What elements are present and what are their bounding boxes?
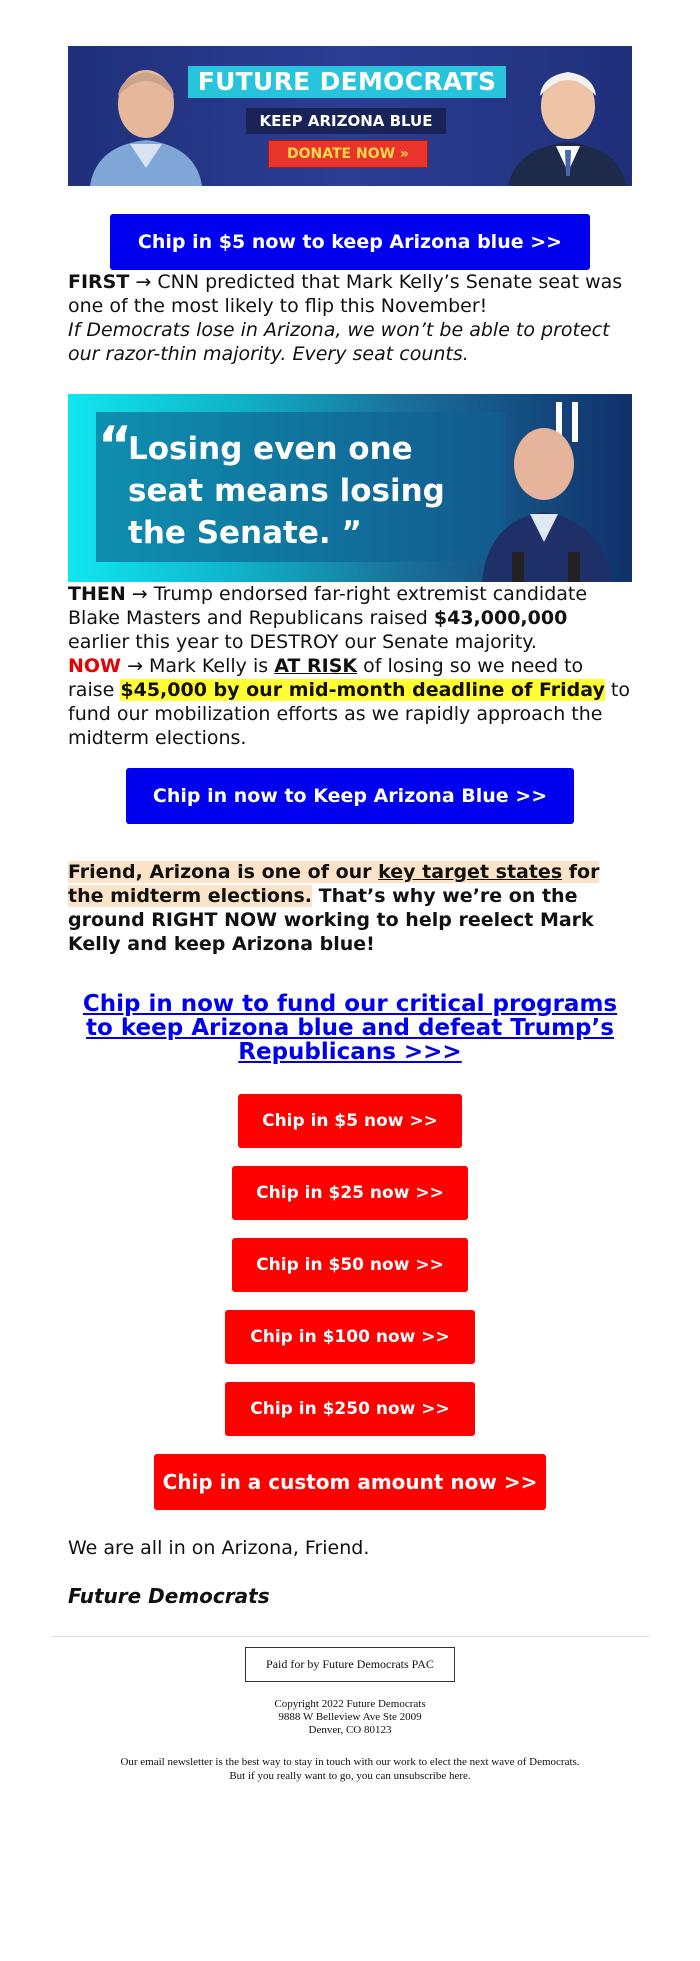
keep-arizona-blue-button[interactable]: Chip in now to Keep Arizona Blue >> — [126, 768, 574, 824]
arrow-icon: → — [131, 583, 148, 605]
banner-subtitle: KEEP ARIZONA BLUE — [246, 108, 446, 134]
then-paragraph — [68, 582, 632, 654]
banner-donate-button[interactable]: DONATE NOW » — [268, 140, 428, 168]
header-banner[interactable] — [68, 46, 632, 186]
first-paragraph — [68, 270, 632, 318]
now-lead: NOW — [68, 655, 122, 677]
now-text-b: of losing so we need to raise — [68, 655, 584, 701]
newsletter-text: Our email newsletter is the best way to stay in touch with our work to elect the next wave of Democrats. — [120, 1756, 580, 1768]
banner-title: FUTURE DEMOCRATS — [188, 66, 506, 98]
chip-in-100-button[interactable]: Chip in $100 now >> — [225, 1310, 475, 1364]
arrow-icon: → — [135, 271, 152, 293]
then-lead: THEN — [68, 583, 126, 605]
chip-in-50-button[interactable]: Chip in $50 now >> — [232, 1238, 468, 1292]
close-quote-mark: ” — [341, 515, 362, 551]
chip-in-custom-button[interactable]: Chip in a custom amount now >> — [154, 1454, 546, 1510]
unsubscribe-link[interactable]: But if you really want to go, you can unsubscribe here. — [229, 1770, 471, 1782]
address-line-1: 9888 W Belleview Ave Ste 2009 — [278, 1711, 422, 1723]
now-text-c: to fund our mobilization efforts as we rapidly approach the midterm elections. — [68, 679, 630, 749]
open-quote-mark: “ — [98, 416, 133, 476]
at-risk-text: AT RISK — [274, 655, 358, 677]
key-target-states-link[interactable]: key target states — [378, 861, 563, 883]
friend-text-b: for the midterm elections. — [68, 861, 600, 907]
friend-paragraph — [68, 860, 632, 956]
friend-text-a: Friend, Arizona is one of our — [68, 861, 379, 883]
chip-in-25-button[interactable]: Chip in $25 now >> — [232, 1166, 468, 1220]
candidate-photo-right — [506, 56, 626, 186]
now-paragraph — [68, 654, 632, 750]
email-body — [68, 0, 632, 1783]
now-text-a: Mark Kelly is — [142, 655, 275, 677]
quote-image — [68, 394, 632, 582]
paid-for-box: Paid for by Future Democrats PAC — [245, 1647, 455, 1682]
then-text-a: Trump endorsed far-right extremist candidate Blake Masters and Republicans raised — [68, 583, 588, 629]
then-amount: $43,000,000 — [433, 607, 568, 629]
arrow-icon: → — [127, 655, 143, 677]
fund-programs-link[interactable]: Chip in now to fund our critical programs to keep Arizona blue and defeat Trump’s Republicans >>> — [82, 991, 618, 1065]
footer — [50, 1636, 650, 1783]
chip-in-5-top-button[interactable]: Chip in $5 now to keep Arizona blue >> — [110, 214, 590, 270]
unsubscribe-block — [50, 1755, 650, 1783]
friend-text-c: That’s why we’re on the ground RIGHT NOW working to help reelect Mark Kelly and keep Arizona blue! — [68, 885, 594, 955]
deadline-highlight: $45,000 by our mid-month deadline of Friday — [120, 679, 605, 701]
first-lead: FIRST — [68, 271, 130, 293]
first-text: CNN predicted that Mark Kelly’s Senate seat was one of the most likely to flip this November! — [68, 271, 623, 317]
chip-in-250-button[interactable]: Chip in $250 now >> — [225, 1382, 475, 1436]
italic-paragraph: If Democrats lose in Arizona, we won’t be able to protect our razor-thin majority. Every seat counts. — [68, 319, 610, 365]
chip-in-5-button[interactable]: Chip in $5 now >> — [238, 1094, 462, 1148]
closing-line: We are all in on Arizona, Friend. — [68, 1537, 370, 1559]
signature: Future Democrats — [68, 1584, 270, 1608]
then-text-b: earlier this year to DESTROY our Senate majority. — [68, 631, 537, 653]
copyright-block — [50, 1698, 650, 1737]
speaker-photo — [472, 402, 622, 582]
quote-text-body: Losing even one seat means losing the Senate. — [128, 431, 445, 551]
quote-text — [128, 428, 498, 554]
address-line-2: Denver, CO 80123 — [308, 1724, 392, 1736]
donation-amount-list — [68, 1094, 632, 1510]
copyright-text: Copyright 2022 Future Democrats — [274, 1698, 426, 1710]
